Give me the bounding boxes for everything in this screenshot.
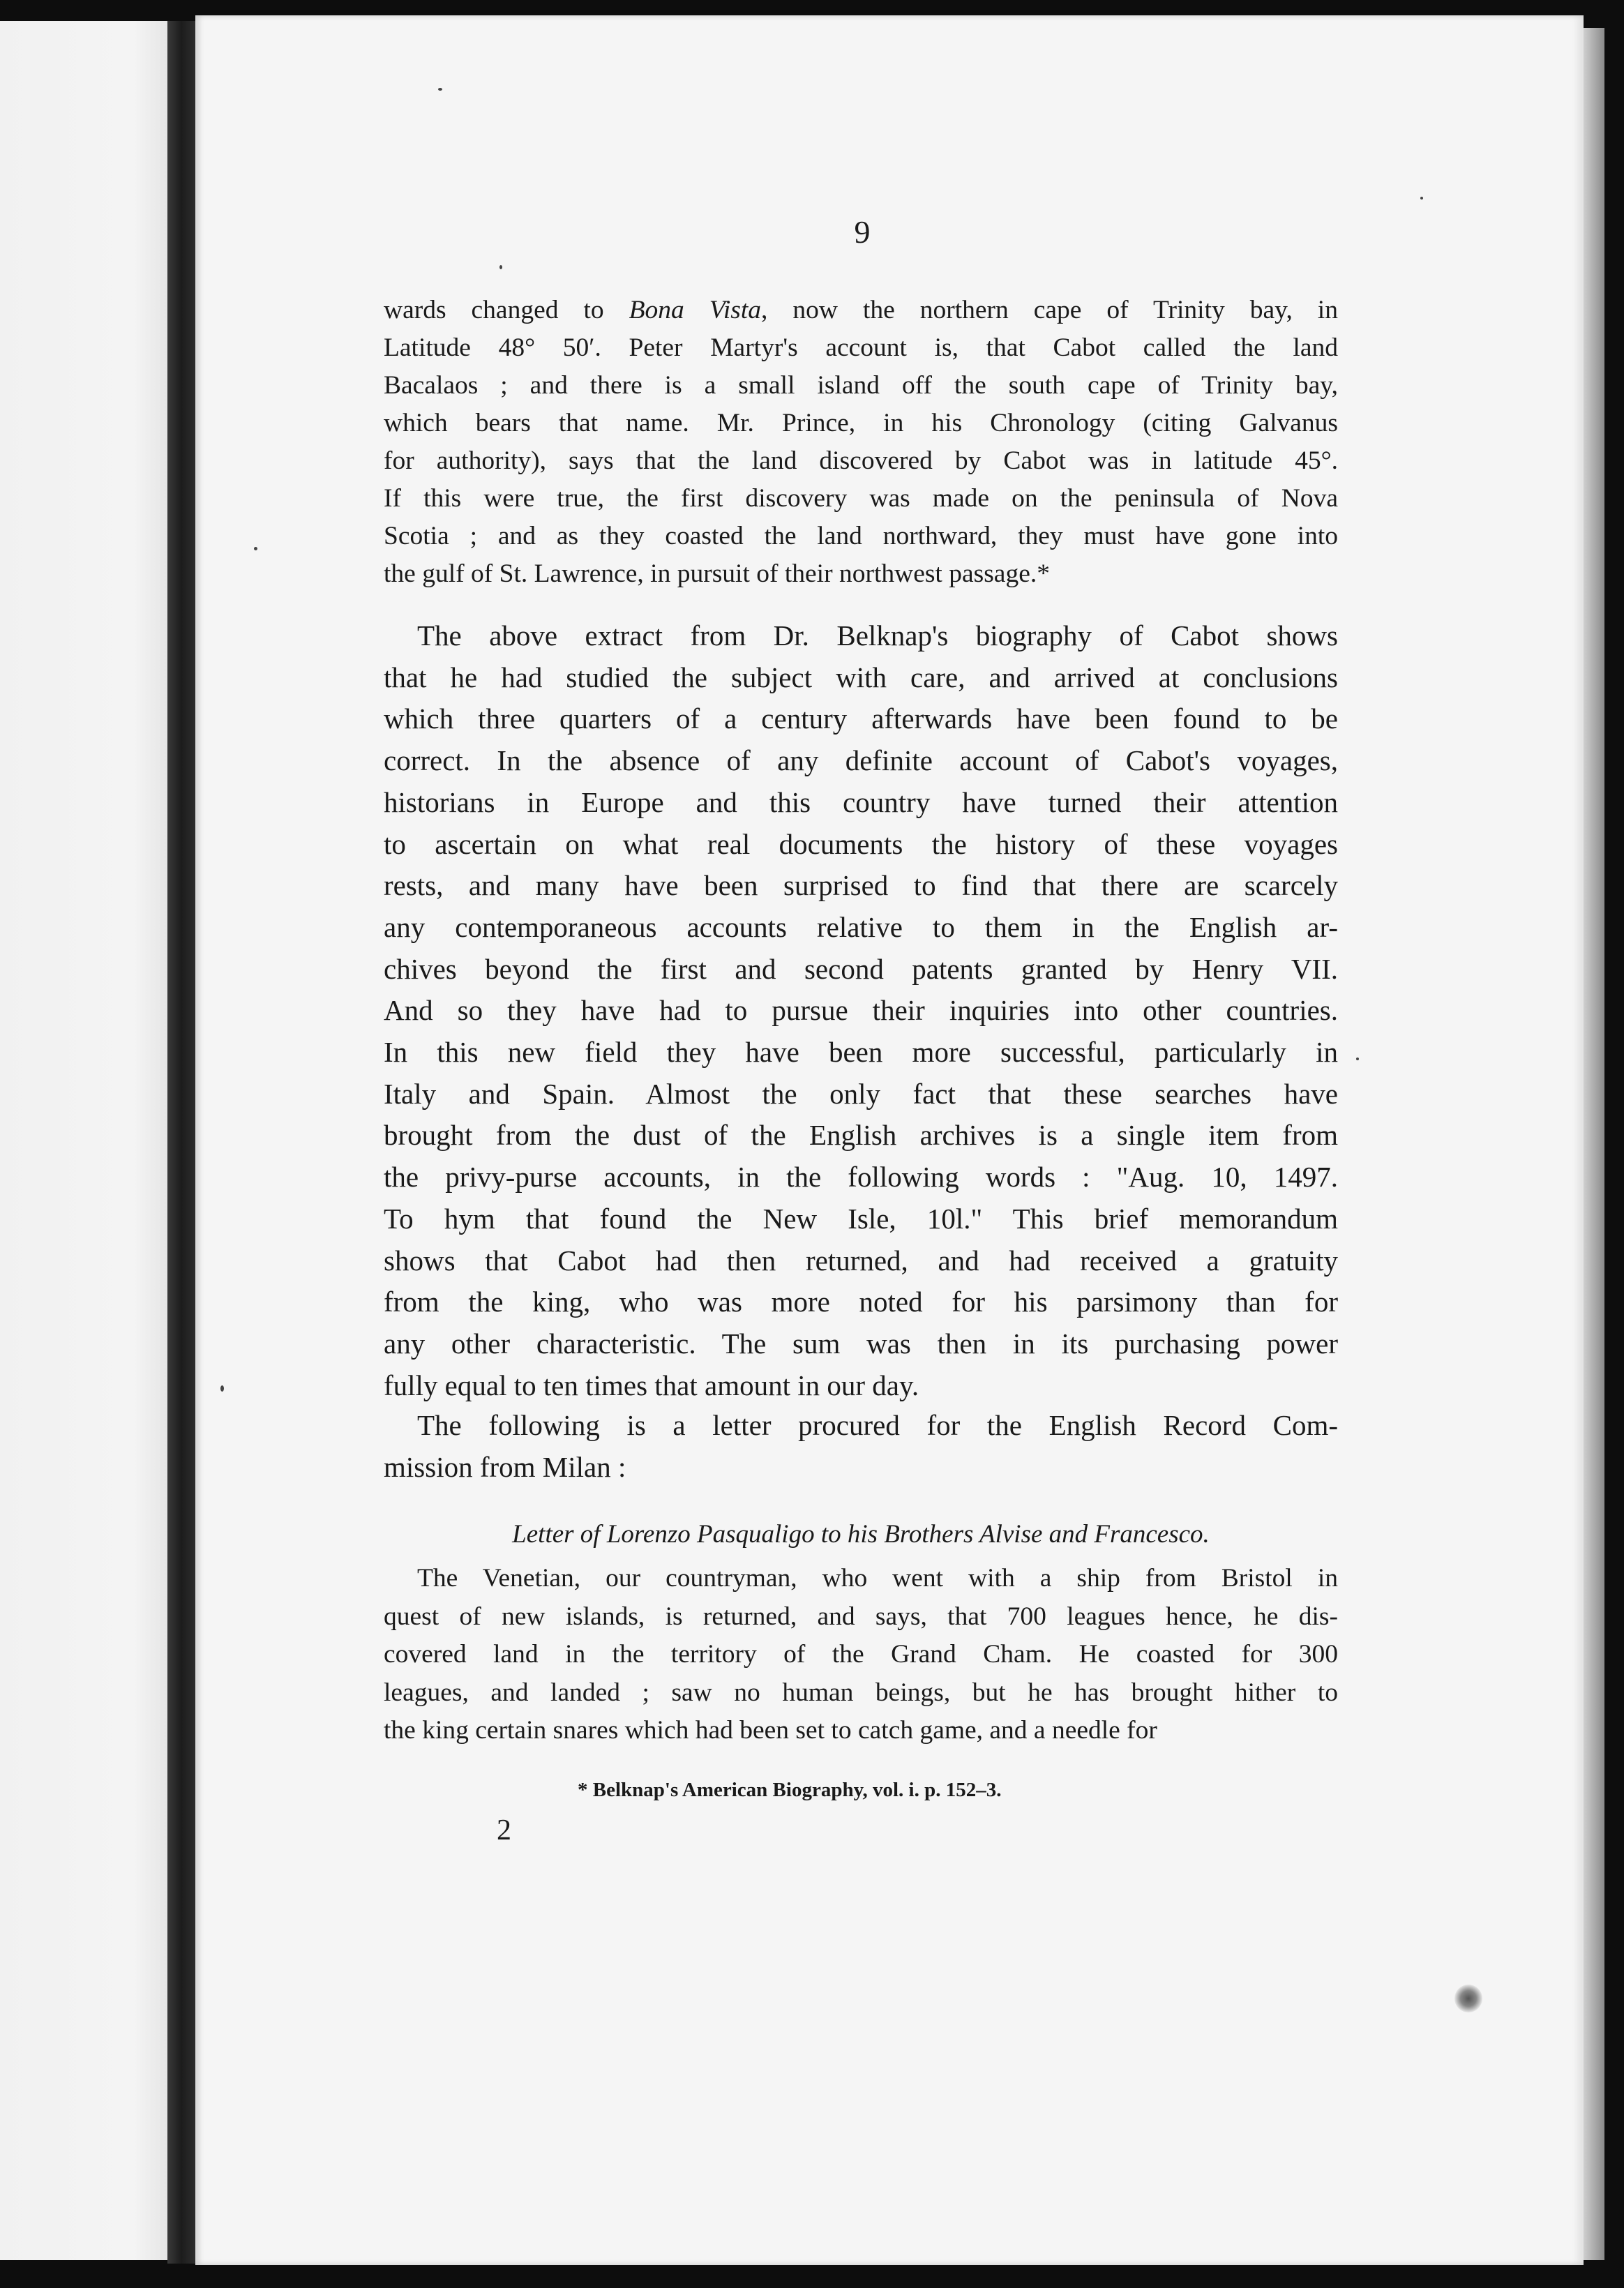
text-line: for authority), says that the land discovered by Cabot was in latitude 45°.: [384, 446, 1338, 475]
text-line: Bacalaos ; and there is a small island off the south cape of Trinity bay,: [384, 371, 1338, 400]
text-line: To hym that found the New Isle, 10l." This brief memorandum: [384, 1202, 1338, 1235]
text-line: which three quarters of a century afterwards have been found to be: [384, 702, 1338, 735]
text-line: In this new field they have been more successful, particularly in: [384, 1036, 1338, 1069]
text-line: historians in Europe and this country have turned their attention: [384, 785, 1338, 818]
paper-speck: [499, 265, 502, 269]
text-line: that he had studied the subject with care, and arrived at conclusions: [384, 661, 1338, 693]
text-line: If this were true, the first discovery was made on the peninsula of Nova: [384, 484, 1338, 513]
letter-body: [384, 1560, 1338, 1750]
text-line: Scotia ; and as they coasted the land northward, they must have gone into: [384, 522, 1338, 550]
text-line: mission from Milan :: [384, 1450, 626, 1483]
text-line: The Venetian, our countryman, who went with a ship from Bristol in: [417, 1564, 1338, 1593]
text-line: shows that Cabot had then returned, and had received a gratuity: [384, 1244, 1338, 1277]
paragraph-2: [384, 615, 1338, 1406]
text-line: quest of new islands, is returned, and says, that 700 leagues hence, he dis-: [384, 1602, 1338, 1631]
text-line: correct. In the absence of any definite account of Cabot's voyages,: [384, 744, 1338, 777]
text-line: rests, and many have been surprised to find that there are scarcely: [384, 869, 1338, 902]
paper-speck: [254, 547, 257, 550]
ink-smudge: [1454, 1985, 1482, 2012]
text-line: Latitude 48° 50′. Peter Martyr's account is, that Cabot called the land: [384, 333, 1338, 362]
footnote: * Belknap's American Biography, vol. i. p. 152–3.: [578, 1779, 1002, 1801]
paper-speck: [1420, 197, 1423, 200]
paper-speck: [220, 1385, 224, 1392]
text-line: leagues, and landed ; saw no human beings, but he has brought hither to: [384, 1678, 1338, 1707]
page-number: 9: [854, 214, 871, 250]
text-line: Italy and Spain. Almost the only fact that these searches have: [384, 1077, 1338, 1110]
text-line: any contemporaneous accounts relative to them in the English ar-: [384, 910, 1338, 943]
book-gutter: [167, 21, 195, 2264]
text-line: any other characteristic. The sum was then in its purchasing power: [384, 1327, 1338, 1360]
text-line: The following is a letter procured for the English Record Com-: [417, 1409, 1338, 1441]
text-line: fully equal to ten times that amount in our day.: [384, 1369, 919, 1401]
text-line: the king certain snares which had been set to catch game, and a needle for: [384, 1716, 1157, 1745]
paragraph-1: [384, 292, 1338, 593]
text-line: the gulf of St. Lawrence, in pursuit of their northwest passage.*: [384, 559, 1050, 588]
text-line: from the king, who was more noted for his parsimony than for: [384, 1286, 1338, 1318]
paper-speck: [1356, 1058, 1359, 1060]
text-line: brought from the dust of the English archives is a single item from: [384, 1119, 1338, 1152]
page-fore-edge: [1584, 28, 1604, 2260]
paragraph-3: [384, 1405, 1338, 1488]
text-line: The above extract from Dr. Belknap's biography of Cabot shows: [417, 619, 1338, 652]
text-line: which bears that name. Mr. Prince, in his Chronology (citing Galvanus: [384, 409, 1338, 437]
text-line: wards changed to Bona Vista, now the northern cape of Trinity bay, in: [384, 296, 1338, 324]
text-line: to ascertain on what real documents the history of these voyages: [384, 827, 1338, 860]
left-page-edge: [0, 21, 167, 2260]
letter-heading: Letter of Lorenzo Pasqualigo to his Brothers Alvise and Francesco.: [512, 1520, 1210, 1549]
text-line: And so they have had to pursue their inquiries into other countries.: [384, 994, 1338, 1027]
text-line: covered land in the territory of the Grand Cham. He coasted for 300: [384, 1640, 1338, 1669]
signature-mark: 2: [497, 1814, 511, 1846]
paper-speck: [438, 88, 442, 91]
text-line: the privy-purse accounts, in the following words : "Aug. 10, 1497.: [384, 1161, 1338, 1194]
text-line: chives beyond the first and second patents granted by Henry VII.: [384, 952, 1338, 985]
